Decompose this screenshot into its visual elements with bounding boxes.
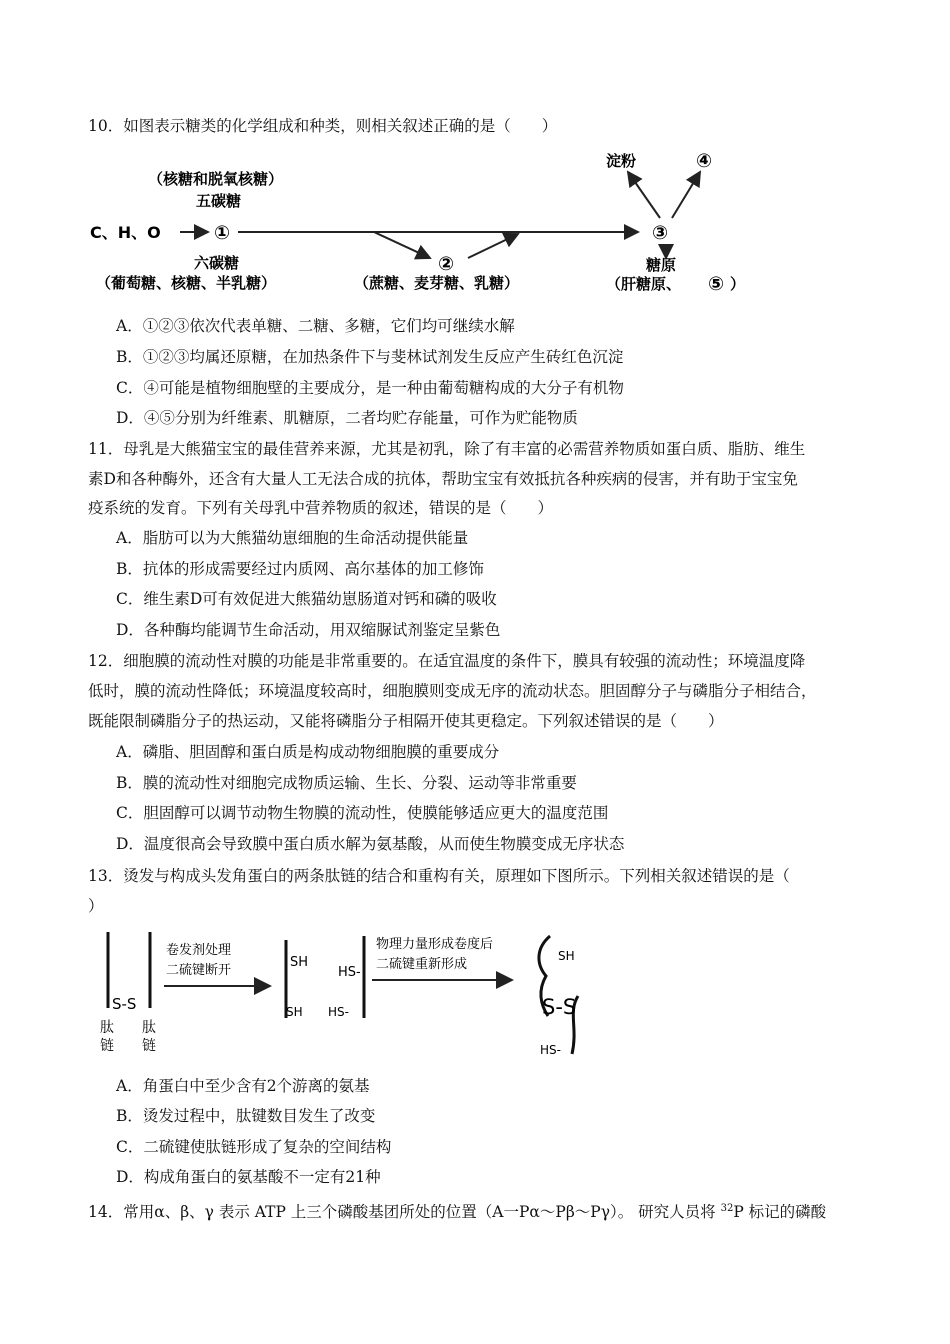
chain-label-1a: 肽: [100, 1020, 114, 1036]
q13-stem-line-1: 13．烫发与构成头发角蛋白的两条肽链的结合和重构有关，原理如下图所示。下列相关叙述错误的是（: [88, 867, 790, 885]
q11-stem-line-2: 素D和各种酶外，还含有大量人工无法合成的抗体，帮助宝宝有效抵抗各种疾病的侵害，并有助于宝宝免: [88, 470, 798, 488]
glycogen-examples-end: ）: [730, 275, 746, 293]
q10-option-b: B．①②③均属还原糖，在加热条件下与斐林试剂发生反应产生砖红色沉淀: [116, 348, 624, 366]
q12-option-a: A．磷脂、胆固醇和蛋白质是构成动物细胞膜的重要成分: [116, 743, 500, 761]
q14-stem: [88, 1199, 826, 1222]
q14-isotope-mass: 32: [720, 1203, 734, 1214]
hexose-label: 六碳糖: [194, 254, 240, 272]
q12-stem-line-2: 低时，膜的流动性降低；环境温度较高时，细胞膜则变成无序的流动状态。胆固醇分子与磷脂分子相结合，: [88, 682, 817, 700]
disulfide-bond-reformed: S-S: [542, 995, 577, 1019]
q12-option-c: C．胆固醇可以调节动物生物膜的流动性，使膜能够适应更大的温度范围: [116, 804, 609, 822]
q11-stem-line-1: 11．母乳是大熊猫宝宝的最佳营养来源，尤其是初乳，除了有丰富的必需营养物质如蛋白质、脂肪、维生: [88, 440, 806, 458]
q11-option-d: D．各种酶均能调节生命活动，用双缩脲试剂鉴定呈紫色: [116, 621, 501, 639]
q10-sugar-diagram: [88, 146, 768, 298]
node-3: ③: [652, 222, 669, 244]
q13-option-d: D．构成角蛋白的氨基酸不一定有21种: [116, 1168, 381, 1186]
q12-stem-line-1: 12．细胞膜的流动性对膜的功能是非常重要的。在适宜温度的条件下，膜具有较强的流动性；环境温度降: [88, 652, 806, 670]
node-5: ⑤: [708, 273, 725, 295]
q10-stem: 10．如图表示糖类的化学组成和种类，则相关叙述正确的是（ ）: [88, 117, 558, 135]
step-2-line-1: 物理力量形成卷度后: [376, 937, 494, 952]
chain-label-2b: 链: [142, 1038, 156, 1054]
disaccharide-examples: （蔗糖、麦芽糖、乳糖）: [354, 274, 520, 292]
q11-option-b: B．抗体的形成需要经过内质网、高尔基体的加工修饰: [116, 560, 484, 578]
q10-option-d: D．④⑤分别为纤维素、肌糖原，二者均贮存能量，可作为贮能物质: [116, 409, 578, 427]
sh-group-2: SH: [286, 1005, 303, 1019]
hs-group-1: HS-: [338, 965, 361, 980]
glycogen-examples-start: （肝糖原、: [606, 275, 682, 293]
step-1-line-1: 卷发剂处理: [166, 943, 232, 958]
chain-label-2a: 肽: [142, 1020, 156, 1036]
q10-option-a: A．①②③依次代表单糖、二糖、多糖，它们均可继续水解: [116, 317, 515, 335]
elements-label: C、H、O: [90, 223, 161, 242]
sh-group-curled: SH: [558, 949, 575, 963]
q11-option-a: A．脂肪可以为大熊猫幼崽细胞的生命活动提供能量: [116, 529, 469, 547]
pentose-label: 五碳糖: [196, 192, 242, 210]
q12-stem-line-3: 既能限制磷脂分子的热运动，又能将磷脂分子相隔开使其更稳定。下列叙述错误的是（ ）: [88, 712, 724, 730]
q13-option-c: C．二硫键使肽链形成了复杂的空间结构: [116, 1138, 392, 1156]
glycogen-label: 糖原: [646, 256, 677, 274]
q13-option-b: B．烫发过程中，肽键数目发生了改变: [116, 1107, 376, 1125]
disulfide-bond: S-S: [112, 995, 137, 1013]
q11-stem-line-3: 疫系统的发育。下列有关母乳中营养物质的叙述，错误的是（ ）: [88, 499, 554, 517]
node-2: ②: [438, 253, 455, 275]
q13-option-a: A．角蛋白中至少含有2个游离的氨基: [116, 1077, 370, 1095]
hs-group-2: HS-: [328, 1005, 349, 1019]
pentose-examples: （核糖和脱氧核糖）: [148, 170, 284, 188]
step-1-line-2: 二硫键断开: [166, 963, 232, 978]
q14-stem-end: P 标记的磷酸: [733, 1203, 827, 1222]
q12-option-d: D．温度很高会导致膜中蛋白质水解为氨基酸，从而使生物膜变成无序状态: [116, 835, 625, 853]
hs-group-curled: HS-: [540, 1043, 561, 1057]
q13-stem-line-2: ）: [88, 897, 104, 915]
node-1: ①: [214, 222, 231, 244]
q14-stem-start: 14．常用α、β、γ 表示 ATP 上三个磷酸基团所处的位置（A一Pα～Pβ～Pγ）。 研究人员将: [88, 1203, 721, 1222]
starch-label: 淀粉: [606, 152, 637, 170]
q11-option-c: C．维生素D可有效促进大熊猫幼崽肠道对钙和磷的吸收: [116, 590, 497, 608]
node-4: ④: [696, 150, 713, 172]
hexose-examples: （葡萄糖、核糖、半乳糖）: [96, 274, 277, 292]
q10-option-c: C．④可能是植物细胞壁的主要成分，是一种由葡萄糖构成的大分子有机物: [116, 379, 624, 397]
q12-option-b: B．膜的流动性对细胞完成物质运输、生长、分裂、运动等非常重要: [116, 774, 577, 792]
q13-perm-diagram: [92, 928, 604, 1058]
step-2-line-2: 二硫键重新形成: [376, 957, 468, 972]
chain-label-1b: 链: [100, 1038, 114, 1054]
sh-group-1: SH: [290, 955, 309, 970]
